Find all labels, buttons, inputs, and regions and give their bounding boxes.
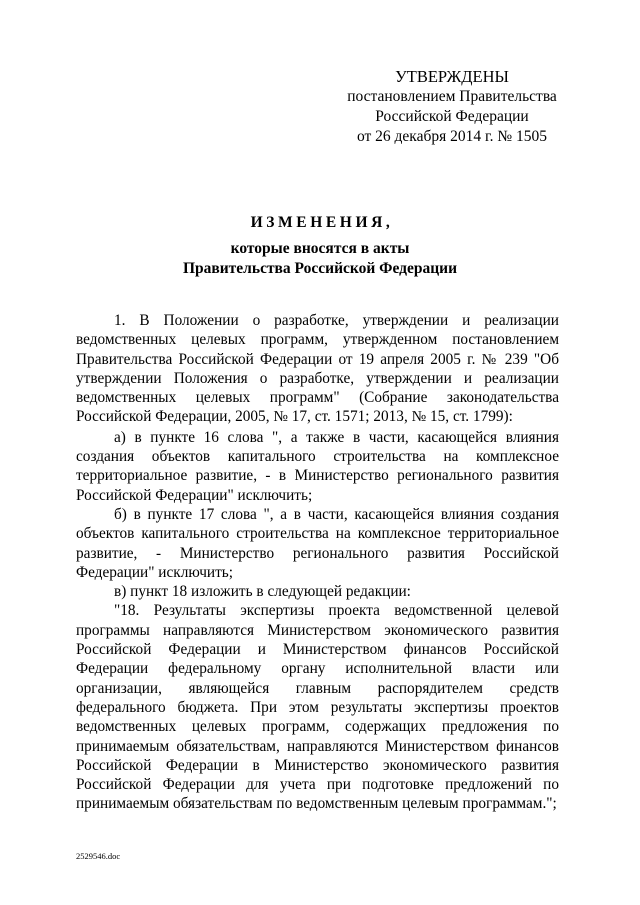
subtitle-line-1: которые вносятся в акты bbox=[230, 240, 410, 257]
paragraph-c: в) пункт 18 изложить в следующей редакции: bbox=[114, 583, 411, 601]
paragraph-item-18: "18. Результаты экспертизы проекта ведомственной целевой программы направляются Министерством экономического развития Российской Федерации и Министерством финансов Российской Федерации федеральному органу исполнительной власти или организации, являющейся главным распорядителем средств федерального бюджета. При этом результаты экспертизы проектов ведомственных целевых программ, содержащих предложения по принимаемым обязательствам, направляются Министерством финансов Российской Федерации в Министерство экономического развития Российской Федерации для учета при подготовке предложений по принимаемым обязательствам по ведомственным целевым программам."; bbox=[76, 602, 559, 813]
document-body bbox=[76, 311, 559, 814]
approval-heading: УТВЕРЖДЕНЫ bbox=[395, 67, 509, 86]
approval-stamp bbox=[332, 66, 572, 147]
document-title: ИЗМЕНЕНИЯ, bbox=[250, 214, 394, 231]
subtitle-line-2: Правительства Российской Федерации bbox=[182, 259, 458, 277]
document-subtitle bbox=[0, 239, 640, 278]
paragraph-b: б) в пункте 17 слова ", а в части, касающейся влияния создания объектов капитального строительства на комплексное территориальное развитие, - Министерство регионального развития Российской Федерации" исключить; bbox=[76, 505, 559, 581]
file-name-footer: 2529546.doc bbox=[76, 851, 121, 861]
approval-line-1: постановлением Правительства bbox=[347, 88, 557, 105]
paragraph-a: а) в пункте 16 слова ", а также в части, касающейся влияния создания объектов капитального строительства на комплексное территориальное развитие, - в Министерство регионального развития Российской Федерации" исключить; bbox=[76, 428, 559, 504]
paragraph-1: 1. В Положении о разработке, утверждении и реализации ведомственных целевых программ, утвержденном постановлением Правительства Российской Федерации от 19 апреля 2005 г. № 239 "Об утверждении Положения о разработке, утверждении и реализации ведомственных целевых программ" (Собрание законодательства Российской Федерации, 2005, № 17, ст. 1571; 2013, № 15, ст. 1799): bbox=[76, 312, 559, 426]
approval-line-3: от 26 декабря 2014 г. № 1505 bbox=[356, 128, 548, 145]
document-title-block bbox=[0, 212, 640, 278]
approval-line-2: Российской Федерации bbox=[375, 108, 529, 125]
